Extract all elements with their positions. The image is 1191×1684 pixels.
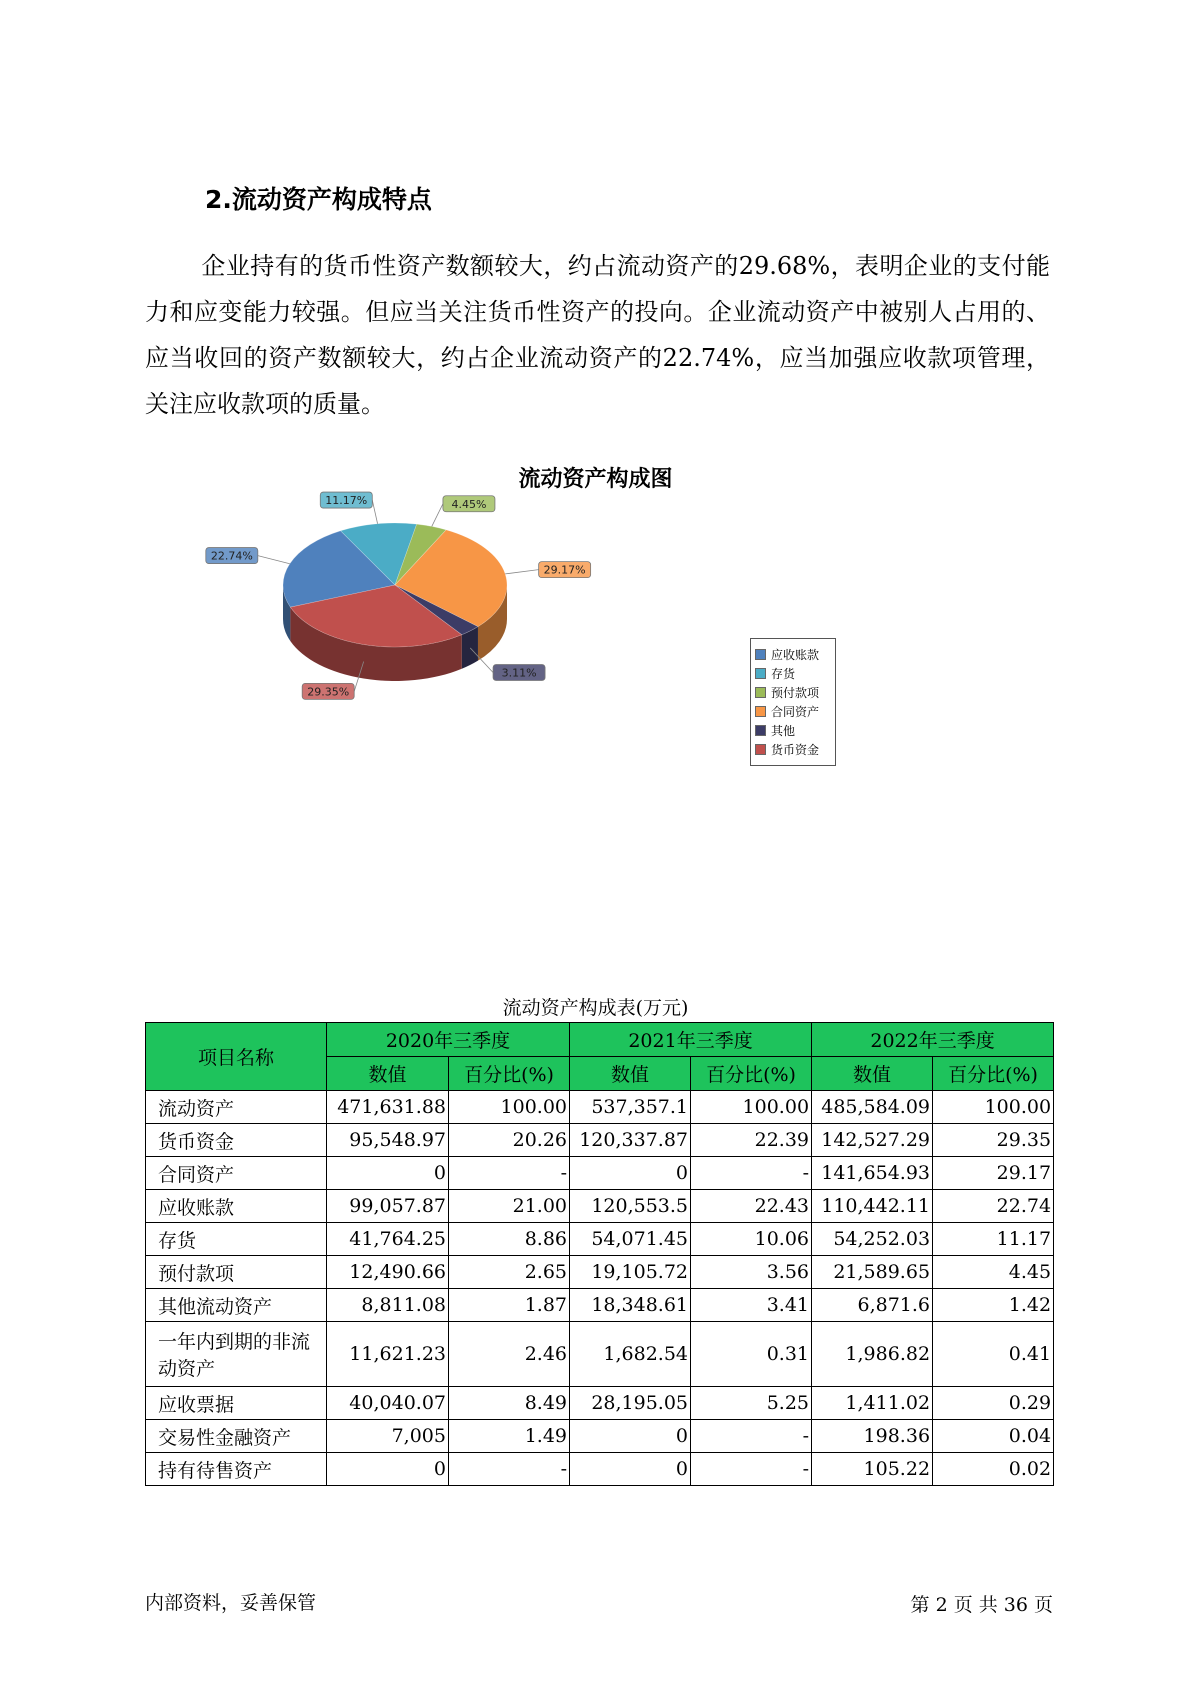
percent-cell: 0.29	[933, 1387, 1054, 1420]
chart-title: 流动资产构成图	[518, 467, 673, 492]
percent-cell: 1.49	[449, 1420, 570, 1453]
value-cell: 198.36	[812, 1420, 933, 1453]
legend-item	[755, 683, 831, 702]
value-cell: 141,654.93	[812, 1157, 933, 1190]
footer-confidential-note: 内部资料，妥善保管	[145, 1592, 317, 1614]
percent-cell: 0.31	[691, 1322, 812, 1387]
percent-cell: 100.00	[933, 1091, 1054, 1124]
percent-cell: -	[691, 1453, 812, 1486]
percent-cell: 22.43	[691, 1190, 812, 1223]
percent-cell: -	[691, 1420, 812, 1453]
row-name: 持有待售资产	[146, 1453, 327, 1486]
legend-label: 预付款项	[771, 686, 820, 700]
value-cell: 8,811.08	[327, 1289, 449, 1322]
percent-cell: 2.46	[449, 1322, 570, 1387]
legend-label: 存货	[771, 667, 796, 681]
pie-data-label: 22.74%	[210, 549, 253, 563]
percent-cell: 21.00	[449, 1190, 570, 1223]
table-row	[146, 1190, 1054, 1223]
percent-cell: 4.45	[933, 1256, 1054, 1289]
value-cell: 1,411.02	[812, 1387, 933, 1420]
row-name: 存货	[146, 1223, 327, 1256]
table-row	[146, 1289, 1054, 1322]
percent-cell: 2.65	[449, 1256, 570, 1289]
header-pct: 百分比(%)	[691, 1057, 812, 1091]
percent-cell: 1.87	[449, 1289, 570, 1322]
header-period-2020: 2020年三季度	[327, 1023, 570, 1057]
legend-swatch	[755, 725, 766, 736]
value-cell: 485,584.09	[812, 1091, 933, 1124]
row-name: 流动资产	[146, 1091, 327, 1124]
value-cell: 7,005	[327, 1420, 449, 1453]
percent-cell: 8.86	[449, 1223, 570, 1256]
legend-item	[755, 664, 831, 683]
value-cell: 21,589.65	[812, 1256, 933, 1289]
percent-cell: 0.41	[933, 1322, 1054, 1387]
value-cell: 11,621.23	[327, 1322, 449, 1387]
row-name: 货币资金	[146, 1124, 327, 1157]
percent-cell: 29.17	[933, 1157, 1054, 1190]
value-cell: 1,682.54	[570, 1322, 691, 1387]
value-cell: 120,337.87	[570, 1124, 691, 1157]
header-pct: 百分比(%)	[933, 1057, 1054, 1091]
value-cell: 54,252.03	[812, 1223, 933, 1256]
percent-cell: 10.06	[691, 1223, 812, 1256]
value-cell: 0	[327, 1453, 449, 1486]
header-pct: 百分比(%)	[449, 1057, 570, 1091]
table-caption: 流动资产构成表(万元)	[502, 997, 689, 1019]
legend-label: 合同资产	[771, 705, 820, 719]
legend-item	[755, 645, 831, 664]
row-name: 预付款项	[146, 1256, 327, 1289]
header-item-name: 项目名称	[146, 1023, 327, 1091]
value-cell: 41,764.25	[327, 1223, 449, 1256]
header-period-2022: 2022年三季度	[812, 1023, 1054, 1057]
value-cell: 120,553.5	[570, 1190, 691, 1223]
percent-cell: 100.00	[691, 1091, 812, 1124]
table-row	[146, 1256, 1054, 1289]
table-row	[146, 1420, 1054, 1453]
section-heading: 2.流动资产构成特点	[205, 185, 432, 214]
footer-page-number: 第 2 页 共 36 页	[910, 1594, 1053, 1616]
legend-swatch	[755, 706, 766, 717]
row-name: 一年内到期的非流动资产	[146, 1322, 327, 1387]
value-cell: 105.22	[812, 1453, 933, 1486]
value-cell: 28,195.05	[570, 1387, 691, 1420]
header-value: 数值	[327, 1057, 449, 1091]
pie-data-label: 29.17%	[543, 563, 586, 577]
header-value: 数值	[812, 1057, 933, 1091]
value-cell: 0	[327, 1157, 449, 1190]
percent-cell: 20.26	[449, 1124, 570, 1157]
legend-item	[755, 740, 831, 759]
row-name: 应收账款	[146, 1190, 327, 1223]
legend-swatch	[755, 668, 766, 679]
pie-data-label: 29.35%	[307, 685, 350, 699]
value-cell: 110,442.11	[812, 1190, 933, 1223]
value-cell: 54,071.45	[570, 1223, 691, 1256]
current-assets-table	[145, 1022, 1054, 1486]
legend-swatch	[755, 744, 766, 755]
pie-data-label: 4.45%	[451, 497, 487, 511]
table-row	[146, 1157, 1054, 1190]
table-row	[146, 1453, 1054, 1486]
pie-data-label: 11.17%	[325, 494, 368, 508]
value-cell: 0	[570, 1453, 691, 1486]
value-cell: 0	[570, 1420, 691, 1453]
value-cell: 6,871.6	[812, 1289, 933, 1322]
percent-cell: 22.39	[691, 1124, 812, 1157]
table-row	[146, 1124, 1054, 1157]
row-name: 其他流动资产	[146, 1289, 327, 1322]
percent-cell: 29.35	[933, 1124, 1054, 1157]
percent-cell: 0.04	[933, 1420, 1054, 1453]
pie-data-label: 3.11%	[501, 666, 537, 680]
value-cell: 471,631.88	[327, 1091, 449, 1124]
percent-cell: 3.56	[691, 1256, 812, 1289]
legend-swatch	[755, 687, 766, 698]
value-cell: 12,490.66	[327, 1256, 449, 1289]
percent-cell: -	[449, 1453, 570, 1486]
percent-cell: -	[691, 1157, 812, 1190]
value-cell: 18,348.61	[570, 1289, 691, 1322]
value-cell: 40,040.07	[327, 1387, 449, 1420]
percent-cell: 22.74	[933, 1190, 1054, 1223]
legend-label: 应收账款	[771, 648, 820, 662]
table-body	[146, 1091, 1054, 1486]
table-row	[146, 1387, 1054, 1420]
percent-cell: 0.02	[933, 1453, 1054, 1486]
percent-cell: 8.49	[449, 1387, 570, 1420]
percent-cell: 1.42	[933, 1289, 1054, 1322]
legend-label: 货币资金	[771, 743, 820, 757]
row-name: 合同资产	[146, 1157, 327, 1190]
percent-cell: 100.00	[449, 1091, 570, 1124]
value-cell: 0	[570, 1157, 691, 1190]
percent-cell: 3.41	[691, 1289, 812, 1322]
value-cell: 95,548.97	[327, 1124, 449, 1157]
chart-legend	[750, 638, 836, 766]
table-row	[146, 1091, 1054, 1124]
row-name: 交易性金融资产	[146, 1420, 327, 1453]
value-cell: 142,527.29	[812, 1124, 933, 1157]
legend-item	[755, 721, 831, 740]
legend-swatch	[755, 649, 766, 660]
value-cell: 1,986.82	[812, 1322, 933, 1387]
percent-cell: 5.25	[691, 1387, 812, 1420]
header-period-2021: 2021年三季度	[570, 1023, 812, 1057]
header-value: 数值	[570, 1057, 691, 1091]
body-paragraph	[145, 243, 1050, 427]
legend-item	[755, 702, 831, 721]
percent-cell: 11.17	[933, 1223, 1054, 1256]
legend-label: 其他	[771, 724, 796, 738]
table-row	[146, 1223, 1054, 1256]
value-cell: 19,105.72	[570, 1256, 691, 1289]
pie-chart	[210, 494, 600, 705]
value-cell: 99,057.87	[327, 1190, 449, 1223]
percent-cell: -	[449, 1157, 570, 1190]
table-row	[146, 1322, 1054, 1387]
paragraph-text: 企业持有的货币性资产数额较大，约占流动资产的29.68%，表明企业的支付能力和应变能力较强。但应当关注货币性资产的投向。企业流动资产中被别人占用的、应当收回的资产数额较大，约占企业流动资产的22.74%，应当加强应收款项管理，关注应收款项的质量。	[145, 252, 1050, 418]
row-name: 应收票据	[146, 1387, 327, 1420]
value-cell: 537,357.1	[570, 1091, 691, 1124]
